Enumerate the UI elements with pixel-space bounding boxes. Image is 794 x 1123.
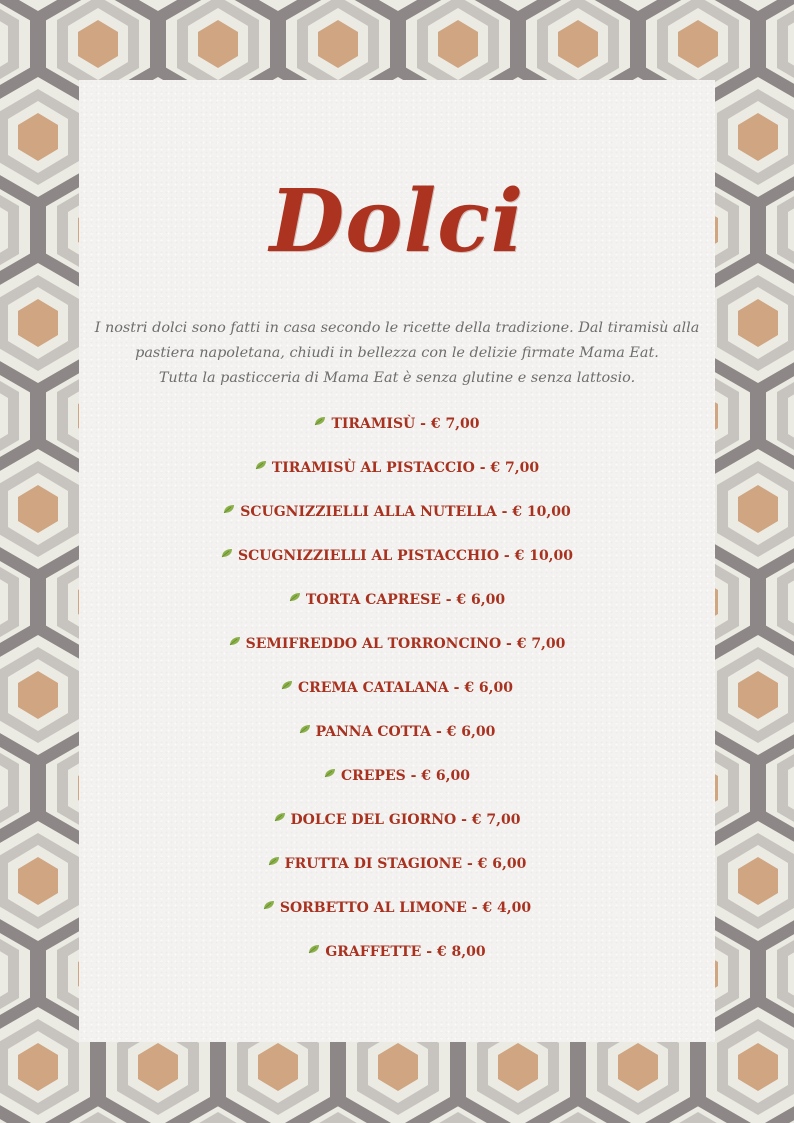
list-item bbox=[79, 939, 715, 983]
list-item bbox=[79, 719, 715, 763]
page-title: Dolci bbox=[269, 171, 525, 272]
leaf-icon bbox=[221, 548, 233, 558]
item-label: CREPES - € 6,00 bbox=[340, 768, 471, 784]
leaf-icon bbox=[281, 680, 293, 690]
item-label: TORTA CAPRESE - € 6,00 bbox=[305, 592, 506, 608]
menu-card bbox=[79, 80, 715, 1042]
item-label: SCUGNIZZIELLI ALLA NUTELLA - € 10,00 bbox=[240, 504, 571, 520]
leaf-icon bbox=[324, 768, 336, 778]
intro-line: Tutta la pasticceria di Mama Eat è senza glutine e senza lattosio. bbox=[158, 370, 636, 386]
leaf-icon bbox=[308, 944, 320, 954]
item-label: TIRAMISÙ AL PISTACCIO - € 7,00 bbox=[271, 460, 540, 476]
intro-line: pastiera napoletana, chiudi in bellezza con le delizie firmate Mama Eat. bbox=[135, 345, 659, 361]
leaf-icon bbox=[268, 856, 280, 866]
intro-line: I nostri dolci sono fatti in casa secondo le ricette della tradizione. Dal tiramisù alla bbox=[94, 320, 700, 336]
dessert-list bbox=[79, 411, 715, 983]
item-label: SCUGNIZZIELLI AL PISTACCHIO - € 10,00 bbox=[237, 548, 574, 564]
list-item bbox=[79, 807, 715, 851]
item-label: DOLCE DEL GIORNO - € 7,00 bbox=[290, 812, 521, 828]
list-item bbox=[79, 763, 715, 807]
list-item bbox=[79, 411, 715, 455]
list-item bbox=[79, 455, 715, 499]
list-item bbox=[79, 895, 715, 939]
item-label: PANNA COTTA - € 6,00 bbox=[315, 724, 496, 740]
list-item bbox=[79, 851, 715, 895]
leaf-icon bbox=[229, 636, 241, 646]
leaf-icon bbox=[255, 460, 267, 470]
leaf-icon bbox=[289, 592, 301, 602]
item-label: TIRAMISÙ - € 7,00 bbox=[331, 416, 480, 432]
leaf-icon bbox=[314, 416, 326, 426]
item-label: SEMIFREDDO AL TORRONCINO - € 7,00 bbox=[245, 636, 566, 652]
item-label: SORBETTO AL LIMONE - € 4,00 bbox=[279, 900, 532, 916]
list-item bbox=[79, 587, 715, 631]
leaf-icon bbox=[299, 724, 311, 734]
list-item bbox=[79, 675, 715, 719]
list-item bbox=[79, 631, 715, 675]
leaf-icon bbox=[263, 900, 275, 910]
list-item bbox=[79, 499, 715, 543]
leaf-icon bbox=[223, 504, 235, 514]
list-item bbox=[79, 543, 715, 587]
item-label: FRUTTA DI STAGIONE - € 6,00 bbox=[284, 856, 527, 872]
intro-text bbox=[79, 316, 715, 391]
item-label: CREMA CATALANA - € 6,00 bbox=[297, 680, 514, 696]
item-label: GRAFFETTE - € 8,00 bbox=[325, 944, 486, 960]
leaf-icon bbox=[274, 812, 286, 822]
